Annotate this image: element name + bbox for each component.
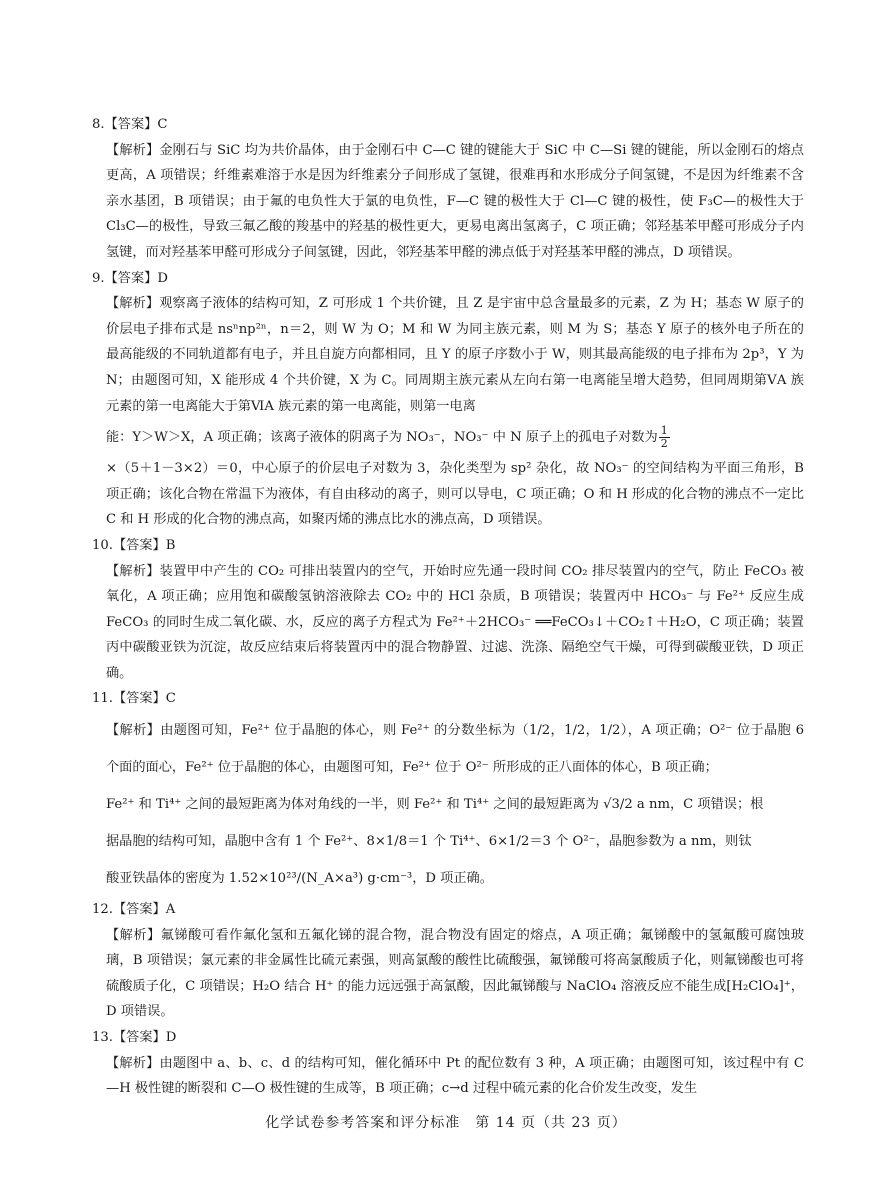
answer-line-q11: 11.【答案】C xyxy=(92,691,176,707)
answer-line-q12: 12.【答案】A xyxy=(92,902,176,918)
fraction-one-half: $\frac{1}{2}$ xyxy=(660,424,668,451)
analysis-q12: 【解析】氟锑酸可看作氟化氢和五氟化锑的混合物，混合物没有固定的熔点，A 项正确；氟锑酸中的氢氟酸可腐蚀玻璃，B 项错误；氯元素的非金属性比硫元素强，则高氯酸的酸性比硫酸强，氟锑酸可将高氯酸质子化，则氟锑酸也可将硫酸质子化，C 项错误；H₂O 结合 H⁺ 的能力远远强于高氯酸，因此氟锑酸与 NaClO₄ 溶液反应不能生成[H₂ClO₄]⁺，D 项错误。 xyxy=(106,927,804,1020)
analysis-q10: 【解析】装置甲中产生的 CO₂ 可排出装置内的空气，开始时应先通一段时间 CO₂ 排尽装置内的空气，防止 FeCO₃ 被氧化，A 项正确；应用饱和碳酸氢钠溶液除去 CO₂ 中的 HCl 杂质，B 项错误；装置丙中 HCO₃⁻ 与 Fe²⁺ 反应生成 FeCO₃ 的同时生成二氧化碳、水，反应的离子方程式为 Fe²⁺＋2HCO₃⁻ ══FeCO₃↓＋CO₂↑＋H₂O，C 项正确；装置丙中碳酸亚铁为沉淀，故反应结束后将装置丙中的混合物静置、过滤、洗涤、隔绝空气干燥，可得到碳酸亚铁，D 项正确。 xyxy=(106,563,804,681)
answer-line-q10: 10.【答案】B xyxy=(92,537,176,553)
analysis-q9-part3: ×（5＋1－3×2）＝0，中心原子的价层电子对数为 3，杂化类型为 sp² 杂化，故 NO₃⁻ 的空间结构为平面三角形，B 项正确；该化合物在常温下为液体，有自由移动的离子，则可以导电，C 项正确；O 和 H 形成的化合物的沸点不一定比 C 和 H 形成的化合物的沸点高，如聚丙烯的沸点比水的沸点高，D 项错误。 xyxy=(106,461,804,528)
analysis-q13: 【解析】由题图中 a、b、c、d 的结构可知，催化循环中 Pt 的配位数有 3 种，A 项正确；由题图可知，该过程中有 C—H 极性键的断裂和 C—O 极性键的生成等，B 项正确；c→d 过程中硫元素的化合价发生改变，发生 xyxy=(106,1055,804,1097)
answer-line-q8: 8.【答案】C xyxy=(92,117,168,132)
analysis-q9-part2 xyxy=(92,419,804,456)
answer-content xyxy=(92,112,804,1102)
page-footer: 化学试卷参考答案和评分标准 第 14 页（共 23 页） xyxy=(265,1115,627,1131)
answer-line-q13: 13.【答案】D xyxy=(92,1030,177,1046)
analysis-q11-part3: 据晶胞的结构可知，晶胞中含有 1 个 Fe²⁺、8×1/8＝1 个 Ti⁴⁺、6×1/2＝3 个 O²⁻，晶胞参数为 a nm，则钛 xyxy=(106,834,752,850)
analysis-q9-part1: 【解析】观察离子液体的结构可知，Z 可形成 1 个共价键，且 Z 是宇宙中总含量最多的元素，Z 为 H；基态 W 原子的价层电子排布式是 nsⁿnp²ⁿ，n＝2，则 W 为 O；M 和 W 为同主族元素，则 M 为 S；基态 Y 原子的核外电子所在的最高能级的不同轨道都有电子，并且自旋方向都相同，且 Y 的原子序数小于 W，则其最高能级的电子排布为 2p³，Y 为 N；由题图可知，X 能形成 4 个共价键，X 为 C。同周期主族元素从左向右第一电离能呈增大趋势，但同周期第ⅤA 族元素的第一电离能大于第ⅥA 族元素的第一电离能，则第一电离 xyxy=(106,296,804,414)
analysis-q11-part1: 【解析】由题图可知，Fe²⁺ 位于晶胞的体心，则 Fe²⁺ 的分数坐标为（1/2，1/2，1/2），A 项正确；O²⁻ 位于晶胞 6 个面的面心，Fe²⁺ 位于晶胞的体心，由题图可知，Fe²⁺ 位于 O²⁻ 所形成的正八面体的体心，B 项正确； xyxy=(106,723,804,776)
analysis-q8: 【解析】金刚石与 SiC 均为共价晶体，由于金刚石中 C—C 键的键能大于 SiC 中 C—Si 键的键能，所以金刚石的熔点更高，A 项错误；纤维素难溶于水是因为纤维素分子间形成了氢键，很难再和水形成分子间氢键，不是因为纤维素不含亲水基团，B 项错误；由于氟的电负性大于氯的电负性，F—C 键的极性大于 Cl—C 键的极性，使 F₃C—的极性大于 Cl₃C—的极性，导致三氟乙酸的羧基中的羟基的极性更大，更易电离出氢离子，C 项正确；邻羟基苯甲醛可形成分子内氢键，而对羟基苯甲醛可形成分子间氢键，因此，邻羟基苯甲醛的沸点低于对羟基苯甲醛的沸点，D 项错误。 xyxy=(106,142,804,260)
analysis-q11-part2: Fe²⁺ 和 Ti⁴⁺ 之间的最短距离为体对角线的一半，则 Fe²⁺ 和 Ti⁴⁺ 之间的最短距离为 √3/2 a nm，C 项错误；根 xyxy=(106,797,764,813)
analysis-q9-part2-text: 能：Y＞W＞X，A 项正确；该离子液体的阴离子为 NO₃⁻，NO₃⁻ 中 N 原子上的孤电子对数为 xyxy=(106,430,658,446)
answer-line-q9: 9.【答案】D xyxy=(92,270,168,286)
analysis-q11-part4: 酸亚铁晶体的密度为 1.52×10²³/(N_A×a³) g·cm⁻³，D 项正确。 xyxy=(106,871,493,887)
